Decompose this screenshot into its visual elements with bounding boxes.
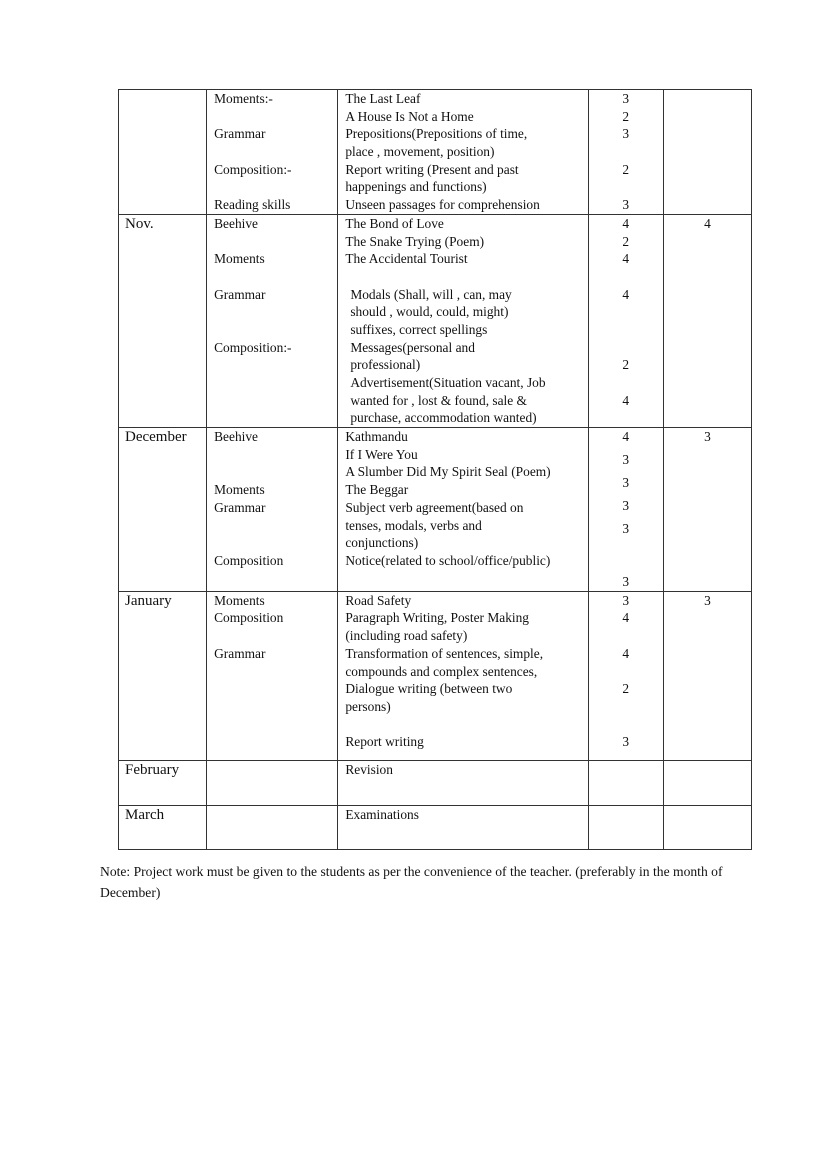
topic-cell <box>338 90 588 215</box>
topic-line: The Snake Trying (Poem) <box>345 233 485 249</box>
periods-cell <box>588 90 663 215</box>
book-name: Composition <box>214 610 284 626</box>
topic-line: Notice(related to school/office/public) <box>345 552 551 568</box>
book-name: Moments <box>214 251 265 267</box>
period-count: 4 <box>622 645 630 661</box>
period-count: 4 <box>622 251 630 267</box>
book-name: Composition <box>214 552 284 568</box>
total-count <box>664 806 751 824</box>
month-cell <box>119 805 207 849</box>
period-count: 3 <box>622 521 630 536</box>
period-count <box>589 538 663 556</box>
topic-line: Dialogue writing (between two <box>345 681 513 697</box>
topic-cell <box>338 428 588 592</box>
book-name <box>207 627 337 645</box>
topic-line: Paragraph Writing, Poster Making <box>345 610 530 626</box>
total-count: 4 <box>704 215 711 231</box>
topic-line <box>338 716 587 734</box>
topic-line: suffixes, correct spellings <box>350 321 488 337</box>
topic-line: Report writing (Present and past <box>345 161 519 177</box>
book-name <box>207 517 337 535</box>
period-count <box>589 627 663 645</box>
month-label: December <box>125 429 187 446</box>
book-cell <box>207 760 338 805</box>
period-count: 3 <box>622 574 630 590</box>
topic-line: Transformation of sentences, simple, <box>345 645 544 661</box>
topic-cell <box>338 760 588 805</box>
topic-line: Revision <box>345 761 393 777</box>
topic-line: place , movement, position) <box>345 144 495 160</box>
book-name: Grammar <box>214 286 266 302</box>
topic-line: A House Is Not a Home <box>345 108 474 124</box>
topic-line: The Accidental Tourist <box>345 251 468 267</box>
topic-line: persons) <box>345 698 391 714</box>
topic-line: wanted for , lost & found, sale & <box>350 392 527 408</box>
book-name <box>207 446 337 464</box>
topic-line: Messages(personal and <box>350 339 475 355</box>
periods-cell <box>588 760 663 805</box>
topic-line: conjunctions) <box>345 535 419 551</box>
topic-line: Report writing <box>345 734 424 750</box>
periods-cell <box>588 805 663 849</box>
book-name <box>207 143 337 161</box>
period-count: 3 <box>622 91 630 106</box>
period-count: 2 <box>622 161 630 177</box>
period-count: 2 <box>622 357 630 373</box>
topic-line: (including road safety) <box>345 628 468 644</box>
topic-line: professional) <box>350 357 421 373</box>
month-label: March <box>125 806 165 823</box>
period-count <box>589 303 663 321</box>
month-label: January <box>125 592 172 609</box>
period-count: 4 <box>622 392 630 408</box>
period-count <box>589 321 663 339</box>
total-cell <box>663 214 751 427</box>
book-name: Grammar <box>214 645 266 661</box>
book-name <box>207 321 337 339</box>
topic-line: Road Safety <box>345 592 412 608</box>
book-name: Beehive <box>214 215 258 231</box>
book-name: Moments:- <box>214 91 273 106</box>
period-count <box>589 268 663 286</box>
period-count <box>589 143 663 161</box>
book-name: Grammar <box>214 499 266 515</box>
book-name: Reading skills <box>214 197 291 213</box>
topic-line: happenings and functions) <box>345 179 487 195</box>
book-name: Grammar <box>214 126 266 142</box>
period-count <box>589 374 663 392</box>
month-label: February <box>125 761 180 778</box>
book-name: Composition:- <box>214 161 292 177</box>
period-count <box>589 663 663 681</box>
period-count <box>589 716 663 734</box>
month-row <box>119 214 752 427</box>
period-count: 3 <box>622 126 630 142</box>
book-cell <box>207 591 338 760</box>
period-count: 3 <box>622 475 630 491</box>
topic-line: Kathmandu <box>345 429 408 445</box>
book-name: Composition:- <box>214 339 292 355</box>
period-count: 4 <box>622 429 630 445</box>
topic-line: Modals (Shall, will , can, may <box>350 286 512 302</box>
period-count: 4 <box>622 286 630 302</box>
book-name <box>207 463 337 481</box>
month-cell <box>119 90 207 215</box>
book-name: Moments <box>214 482 265 498</box>
syllabus-table <box>118 89 752 850</box>
periods-cell <box>588 214 663 427</box>
period-count: 4 <box>622 610 630 626</box>
period-count <box>589 555 663 573</box>
topic-line: Examinations <box>345 806 419 822</box>
period-count <box>589 698 663 716</box>
topic-line: A Slumber Did My Spirit Seal (Poem) <box>345 464 551 480</box>
period-count: 2 <box>622 233 630 249</box>
topic-line: The Beggar <box>345 482 409 498</box>
book-name <box>207 268 337 286</box>
book-name <box>207 303 337 321</box>
book-name: Moments <box>214 592 265 608</box>
topic-line: tenses, modals, verbs and <box>345 517 482 533</box>
book-name <box>207 233 337 251</box>
month-cell <box>119 214 207 427</box>
total-cell <box>663 428 751 592</box>
total-count: 3 <box>704 429 711 445</box>
topic-line: The Last Leaf <box>345 91 421 106</box>
book-cell <box>207 805 338 849</box>
period-count: 2 <box>622 681 630 697</box>
month-row <box>119 805 752 849</box>
total-count <box>664 90 751 108</box>
month-row <box>119 428 752 592</box>
topic-line: compounds and complex sentences, <box>345 663 538 679</box>
total-cell <box>663 591 751 760</box>
month-cell <box>119 760 207 805</box>
period-count: 3 <box>622 592 630 608</box>
topic-line: purchase, accommodation wanted) <box>350 410 537 426</box>
book-name: Beehive <box>214 429 258 445</box>
month-label <box>119 90 206 91</box>
periods-cell <box>588 591 663 760</box>
month-row <box>119 760 752 805</box>
period-count: 4 <box>622 215 630 231</box>
topic-cell <box>338 214 588 427</box>
period-count: 3 <box>622 452 630 468</box>
book-cell <box>207 428 338 592</box>
period-count <box>589 339 663 357</box>
topic-line: If I Were You <box>345 446 418 462</box>
month-row <box>119 90 752 215</box>
total-cell <box>663 805 751 849</box>
total-count <box>664 761 751 779</box>
book-name <box>207 178 337 196</box>
month-cell <box>119 591 207 760</box>
book-cell <box>207 90 338 215</box>
month-cell <box>119 428 207 592</box>
book-name <box>207 534 337 552</box>
period-count: 3 <box>622 197 630 213</box>
period-count: 2 <box>622 108 630 124</box>
topic-line: Prepositions(Prepositions of time, <box>345 126 528 142</box>
topic-cell <box>338 805 588 849</box>
book-cell <box>207 214 338 427</box>
book-name <box>207 108 337 126</box>
total-cell <box>663 760 751 805</box>
topic-line: The Bond of Love <box>345 215 444 231</box>
month-label: Nov. <box>125 215 154 232</box>
period-count <box>589 178 663 196</box>
topic-line: should , would, could, might) <box>350 304 509 320</box>
topic-line: Subject verb agreement(based on <box>345 499 524 515</box>
topic-cell <box>338 591 588 760</box>
total-cell <box>663 90 751 215</box>
period-count: 3 <box>622 734 630 750</box>
project-work-note: Note: Project work must be given to the students as per the convenience of the teacher. (preferably in the month of December) <box>100 864 723 900</box>
total-count: 3 <box>704 592 711 608</box>
periods-cell <box>588 428 663 592</box>
topic-line <box>338 268 587 286</box>
topic-line: Unseen passages for comprehension <box>345 197 540 213</box>
month-row <box>119 591 752 760</box>
period-count: 3 <box>622 498 630 514</box>
topic-line: Advertisement(Situation vacant, Job <box>350 375 546 390</box>
